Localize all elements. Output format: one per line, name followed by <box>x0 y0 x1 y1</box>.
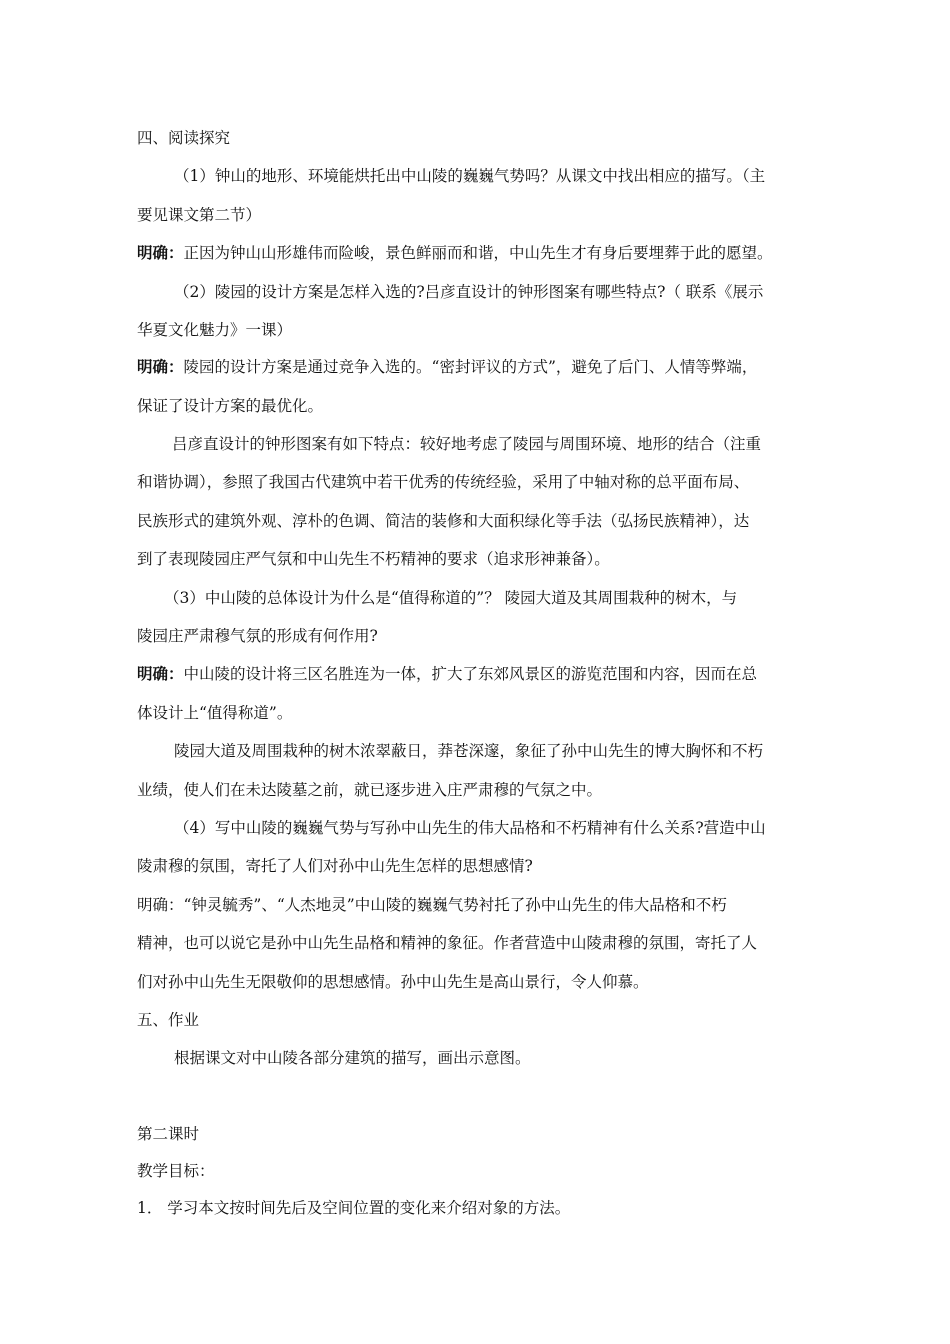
answer-3-para2-line2: 业绩，使人们在未达陵墓之前，就已逐步进入庄严肃穆的气氛之中。 <box>137 781 603 799</box>
answer-4-line3: 们对孙中山先生无限敬仰的思想感情。孙中山先生是高山景行，令人仰慕。 <box>137 973 649 991</box>
question-1-line2: 要见课文第二节） <box>137 206 262 224</box>
answer-2-para2-line4: 到了表现陵园庄严气氛和中山先生不朽精神的要求（追求形神兼备）。 <box>137 550 610 568</box>
answer-2 <box>137 357 757 377</box>
objectives-heading: 教学目标： <box>137 1162 215 1180</box>
answer-3-para2-line1: 陵园大道及周围栽种的树木浓翠蔽日，莽苍深邃，象征了孙中山先生的博大胸怀和不朽 <box>174 742 764 760</box>
question-4-line1: （4）写中山陵的巍巍气势与写孙中山先生的伟大品格和不朽精神有什么关系?营造中山 <box>174 819 766 837</box>
answer-3-line2: 体设计上“值得称道”。 <box>137 704 293 722</box>
answer-2-text: 陵园的设计方案是通过竞争入选的。“密封评议的方式”，避免了后门、人情等弊端， <box>183 358 758 376</box>
answer-2-para2-line2: 和谐协调），参照了我国古代建筑中若干优秀的传统经验，采用了中轴对称的总平面布局、 <box>137 473 750 491</box>
lesson2-heading: 第二课时 <box>137 1125 200 1143</box>
answer-1-text: 正因为钟山山形雄伟而险峻，景色鲜丽而和谐，中山先生才有身后要埋葬于此的愿望。 <box>183 244 773 262</box>
answer-3-text: 中山陵的设计将三区名胜连为一体，扩大了东郊风景区的游览范围和内容，因而在总 <box>183 665 758 683</box>
section5-heading: 五、作业 <box>137 1011 200 1029</box>
answer-2-para2-line1: 吕彦直设计的钟形图案有如下特点：较好地考虑了陵园与周围环境、地形的结合（注重 <box>172 435 762 453</box>
question-2-line1: （2）陵园的设计方案是怎样入选的?吕彦直设计的钟形图案有哪些特点?（ 联系《展示 <box>174 283 764 301</box>
homework-text: 根据课文对中山陵各部分建筑的描写，画出示意图。 <box>174 1049 531 1067</box>
question-4-line2: 陵肃穆的氛围，寄托了人们对孙中山先生怎样的思想感情? <box>137 857 533 875</box>
question-2-line2: 华夏文化魅力》一课） <box>137 321 293 339</box>
answer-1 <box>137 243 773 263</box>
answer-4-line1: 明确：“钟灵毓秀”、“人杰地灵”中山陵的巍巍气势衬托了孙中山先生的伟大品格和不朽 <box>137 896 727 914</box>
answer-2-para2-line3: 民族形式的建筑外观、淳朴的色调、简洁的装修和大面积绿化等手法（弘扬民族精神），达 <box>137 512 750 530</box>
section4-heading: 四、阅读探究 <box>137 129 231 147</box>
objective-1: 1． 学习本文按时间先后及空间位置的变化来介绍对象的方法。 <box>137 1199 571 1217</box>
answer-label: 明确： <box>137 243 184 262</box>
answer-3 <box>137 664 757 684</box>
answer-2-line2: 保证了设计方案的最优化。 <box>137 397 324 415</box>
question-1-line1: （1）钟山的地形、环境能烘托出中山陵的巍巍气势吗？从课文中找出相应的描写。（主 <box>174 167 766 185</box>
question-3-line2: 陵园庄严肃穆气氛的形成有何作用? <box>137 627 378 645</box>
answer-label: 明确： <box>137 357 184 376</box>
answer-label: 明确： <box>137 664 184 683</box>
question-3-line1: （3）中山陵的总体设计为什么是“值得称道的”？ 陵园大道及其周围栽种的树木，与 <box>164 589 738 607</box>
answer-4-line2: 精神，也可以说它是孙中山先生品格和精神的象征。作者营造中山陵肃穆的氛围，寄托了人 <box>137 934 758 952</box>
